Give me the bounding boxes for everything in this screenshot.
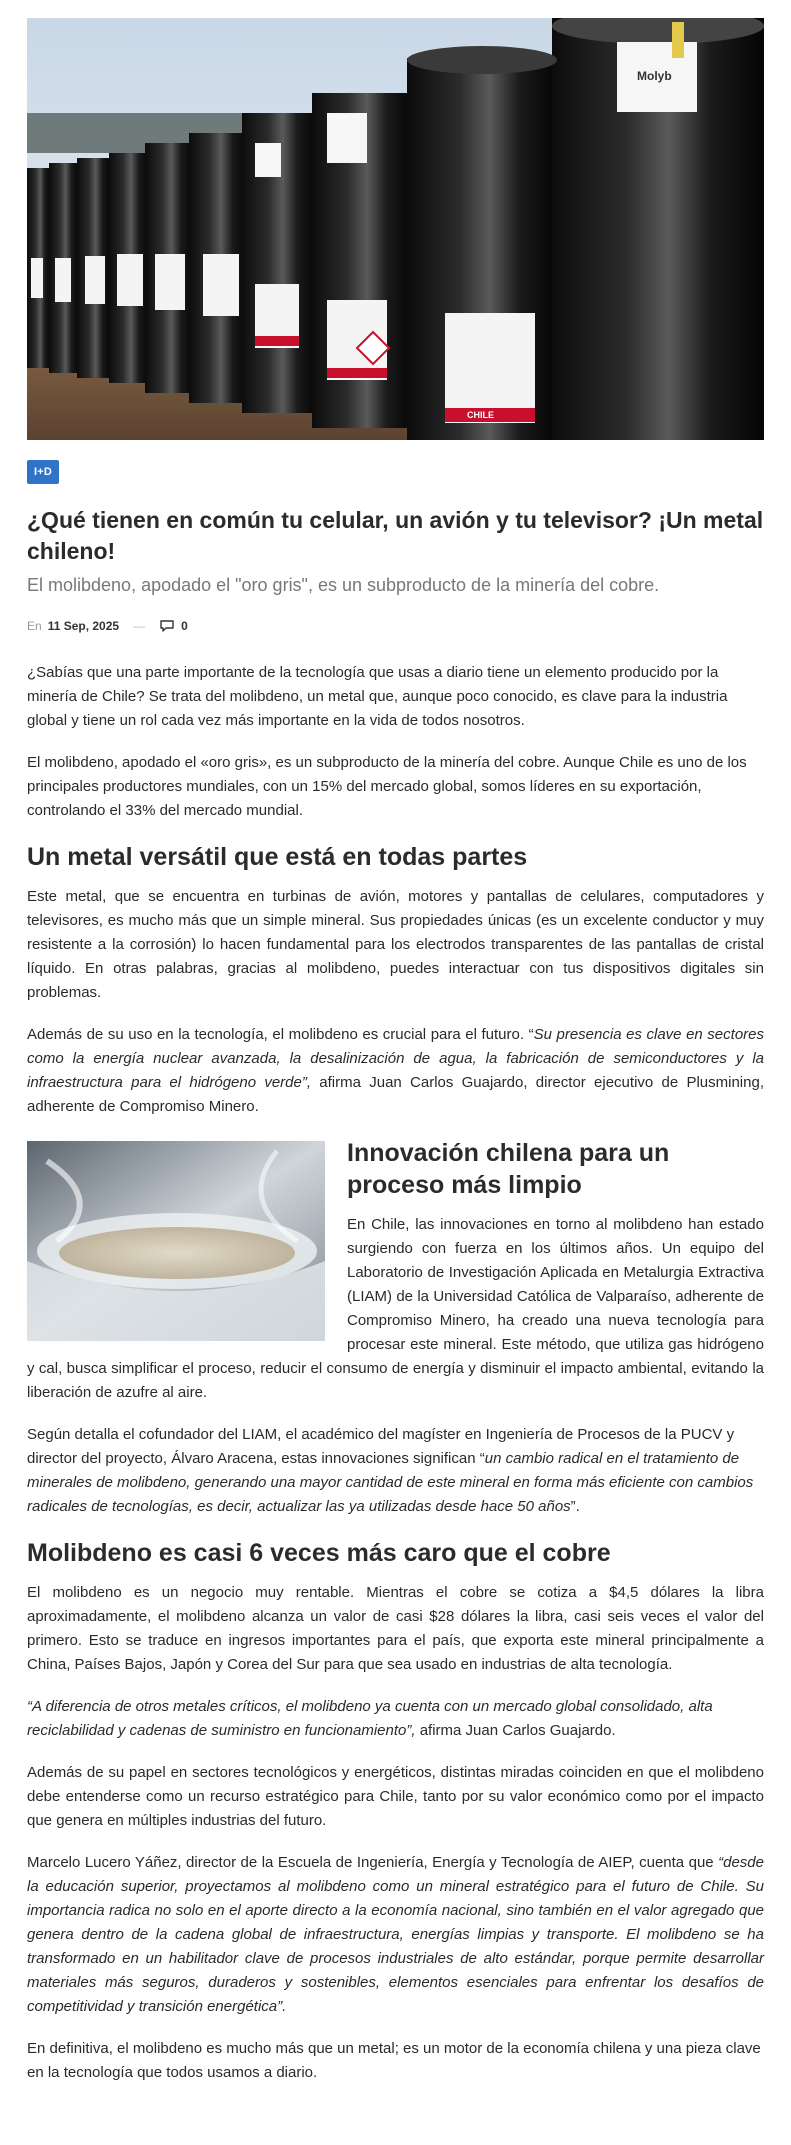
comments-link[interactable] [159, 619, 188, 633]
section-heading: Un metal versátil que está en todas partes [27, 843, 528, 871]
paragraph: En definitiva, el molibdeno es mucho más que un metal; es un motor de la economía chilena y una pieza clave en la tecnología que todos usamos a diario. [27, 2040, 761, 2081]
hero-brand-label: Molyb [637, 69, 672, 83]
paragraph [27, 1851, 764, 2019]
text-span: Marcelo Lucero Yáñez, director de la Escuela de Ingeniería, Energía y Tecnología de AIEP, cuenta que [27, 1854, 719, 1871]
text-span: afirma Juan Carlos Guajardo, director ejecutivo de Plusmining, adherente de Compromiso Minero. [27, 1074, 764, 1115]
article-body [27, 661, 764, 2085]
text-span: ”. [570, 1498, 580, 1515]
article-meta [27, 619, 764, 633]
paragraph: El molibdeno, apodado el «oro gris», es un subproducto de la minería del cobre. Aunque Chile es uno de los principales productores mundiales, con un 15% del mercado global, somos líderes en su exportación, controlando el 33% del mercado mundial. [27, 754, 747, 819]
quote: Su presencia es clave en sectores como la energía nuclear avanzada, la desalinización de agua, la fabricación de semiconductores y la infraestructura para el hidrógeno verde”, [27, 1026, 764, 1091]
article-subtitle: El molibdeno, apodado el "oro gris", es un subproducto de la minería del cobre. [27, 575, 660, 595]
hero-image [27, 18, 764, 440]
inline-image [27, 1141, 325, 1341]
hero-country-label: CHILE [467, 410, 494, 420]
paragraph: ¿Sabías que una parte importante de la tecnología que usas a diario tiene un elemento producido por la minería de Chile? Se trata del molibdeno, un metal que, aunque poco conocido, es clave para la industria global y tiene un rol cada vez más importante en la vida de todos nosotros. [27, 664, 728, 729]
publish-date: 11 Sep, 2025 [47, 619, 120, 633]
text-span: Además de su uso en la tecnología, el molibdeno es crucial para el futuro. “ [27, 1026, 534, 1043]
article-title: ¿Qué tienen en común tu celular, un avión y tu televisor? ¡Un metal chileno! [27, 507, 764, 564]
category-badge[interactable]: I+D [27, 460, 59, 484]
paragraph: El molibdeno es un negocio muy rentable. Mientras el cobre se cotiza a $4,5 dólares la libra aproximadamente, el molibdeno alcanza un valor de casi $28 dólares la libra, casi seis veces el valor del primero. Esto se traduce en ingresos importantes para el país, que exporta este mineral principalmente a China, Países Bajos, Japón y Corea del Sur para que sea usado en industrias de alta tecnología. [27, 1584, 764, 1673]
section-heading: Innovación chilena para un proceso más limpio [347, 1139, 670, 1199]
quote: un cambio radical en el tratamiento de minerales de molibdeno, generando una mayor cantidad de este mineral en forma más eficiente con cambios radicales de tecnologías, es decir, actualizar las ya utilizadas desde hace 50 años [27, 1450, 754, 1515]
meta-separator: — [133, 619, 146, 633]
meta-prefix: En [27, 619, 42, 633]
comment-icon [159, 619, 175, 633]
paragraph [27, 1695, 764, 1743]
text-span: afirma Juan Carlos Guajardo. [415, 1722, 616, 1739]
section-heading: Molibdeno es casi 6 veces más caro que el cobre [27, 1539, 611, 1567]
paragraph: Este metal, que se encuentra en turbinas de avión, motores y pantallas de celulares, computadores y televisores, es mucho más que un simple mineral. Sus propiedades únicas (es un excelente conductor y muy resistente a la corrosión) lo hacen fundamental para los electrodos transparentes de las pantallas de cristal líquido. En otras palabras, gracias al molibdeno, puedes interactuar con tus dispositivos digitales sin problemas. [27, 888, 764, 1001]
paragraph: En Chile, las innovaciones en torno al molibdeno han estado surgiendo con fuerza en los últimos años. Un equipo del Laboratorio de Investigación Aplicada en Metalurgia Extractiva (LIAM) de la Universidad Católica de Valparaíso, adherente de Compromiso Minero, ha creado una nueva tecnología para procesar este mineral. Este método, que utiliza gas hidrógeno y cal, busca simplificar el proceso, reducir el consumo de energía y disminuir el impacto ambiental, evitando la liberación de azufre al aire. [27, 1216, 764, 1401]
paragraph [27, 1423, 764, 1519]
text-span: Según detalla el cofundador del LIAM, el académico del magíster en Ingeniería de Procesos de la PUCV y director del proyecto, Álvaro Aracena, estas innovaciones significan “ [27, 1426, 735, 1467]
article-page [0, 18, 791, 2085]
paragraph [27, 1023, 764, 1119]
quote: “A diferencia de otros metales críticos, el molibdeno ya cuenta con un mercado global consolidado, alta reciclabilidad y cadenas de suministro en funcionamiento”, [27, 1698, 713, 1739]
quote: “desde la educación superior, proyectamos al molibdeno como un mineral estratégico para el futuro de Chile. Su importancia radica no solo en el aporte directo a la economía nacional, sino también en el valor agregado que genera dentro de la cadena global de infraestructura, energías limpias y transporte. El molibdeno se ha transformado en un habilitador clave de procesos industriales de alto estándar, porque permite desarrollar materiales más seguros, duraderos y sostenibles, elementos esenciales para enfrentar los desafíos de competitividad y transición energética”. [27, 1854, 764, 2015]
paragraph: Además de su papel en sectores tecnológicos y energéticos, distintas miradas coinciden en que el molibdeno debe entenderse como un recurso estratégico para Chile, tanto por su valor económico como por el impacto que genera en múltiples industrias del futuro. [27, 1764, 764, 1829]
comments-count: 0 [181, 619, 188, 633]
